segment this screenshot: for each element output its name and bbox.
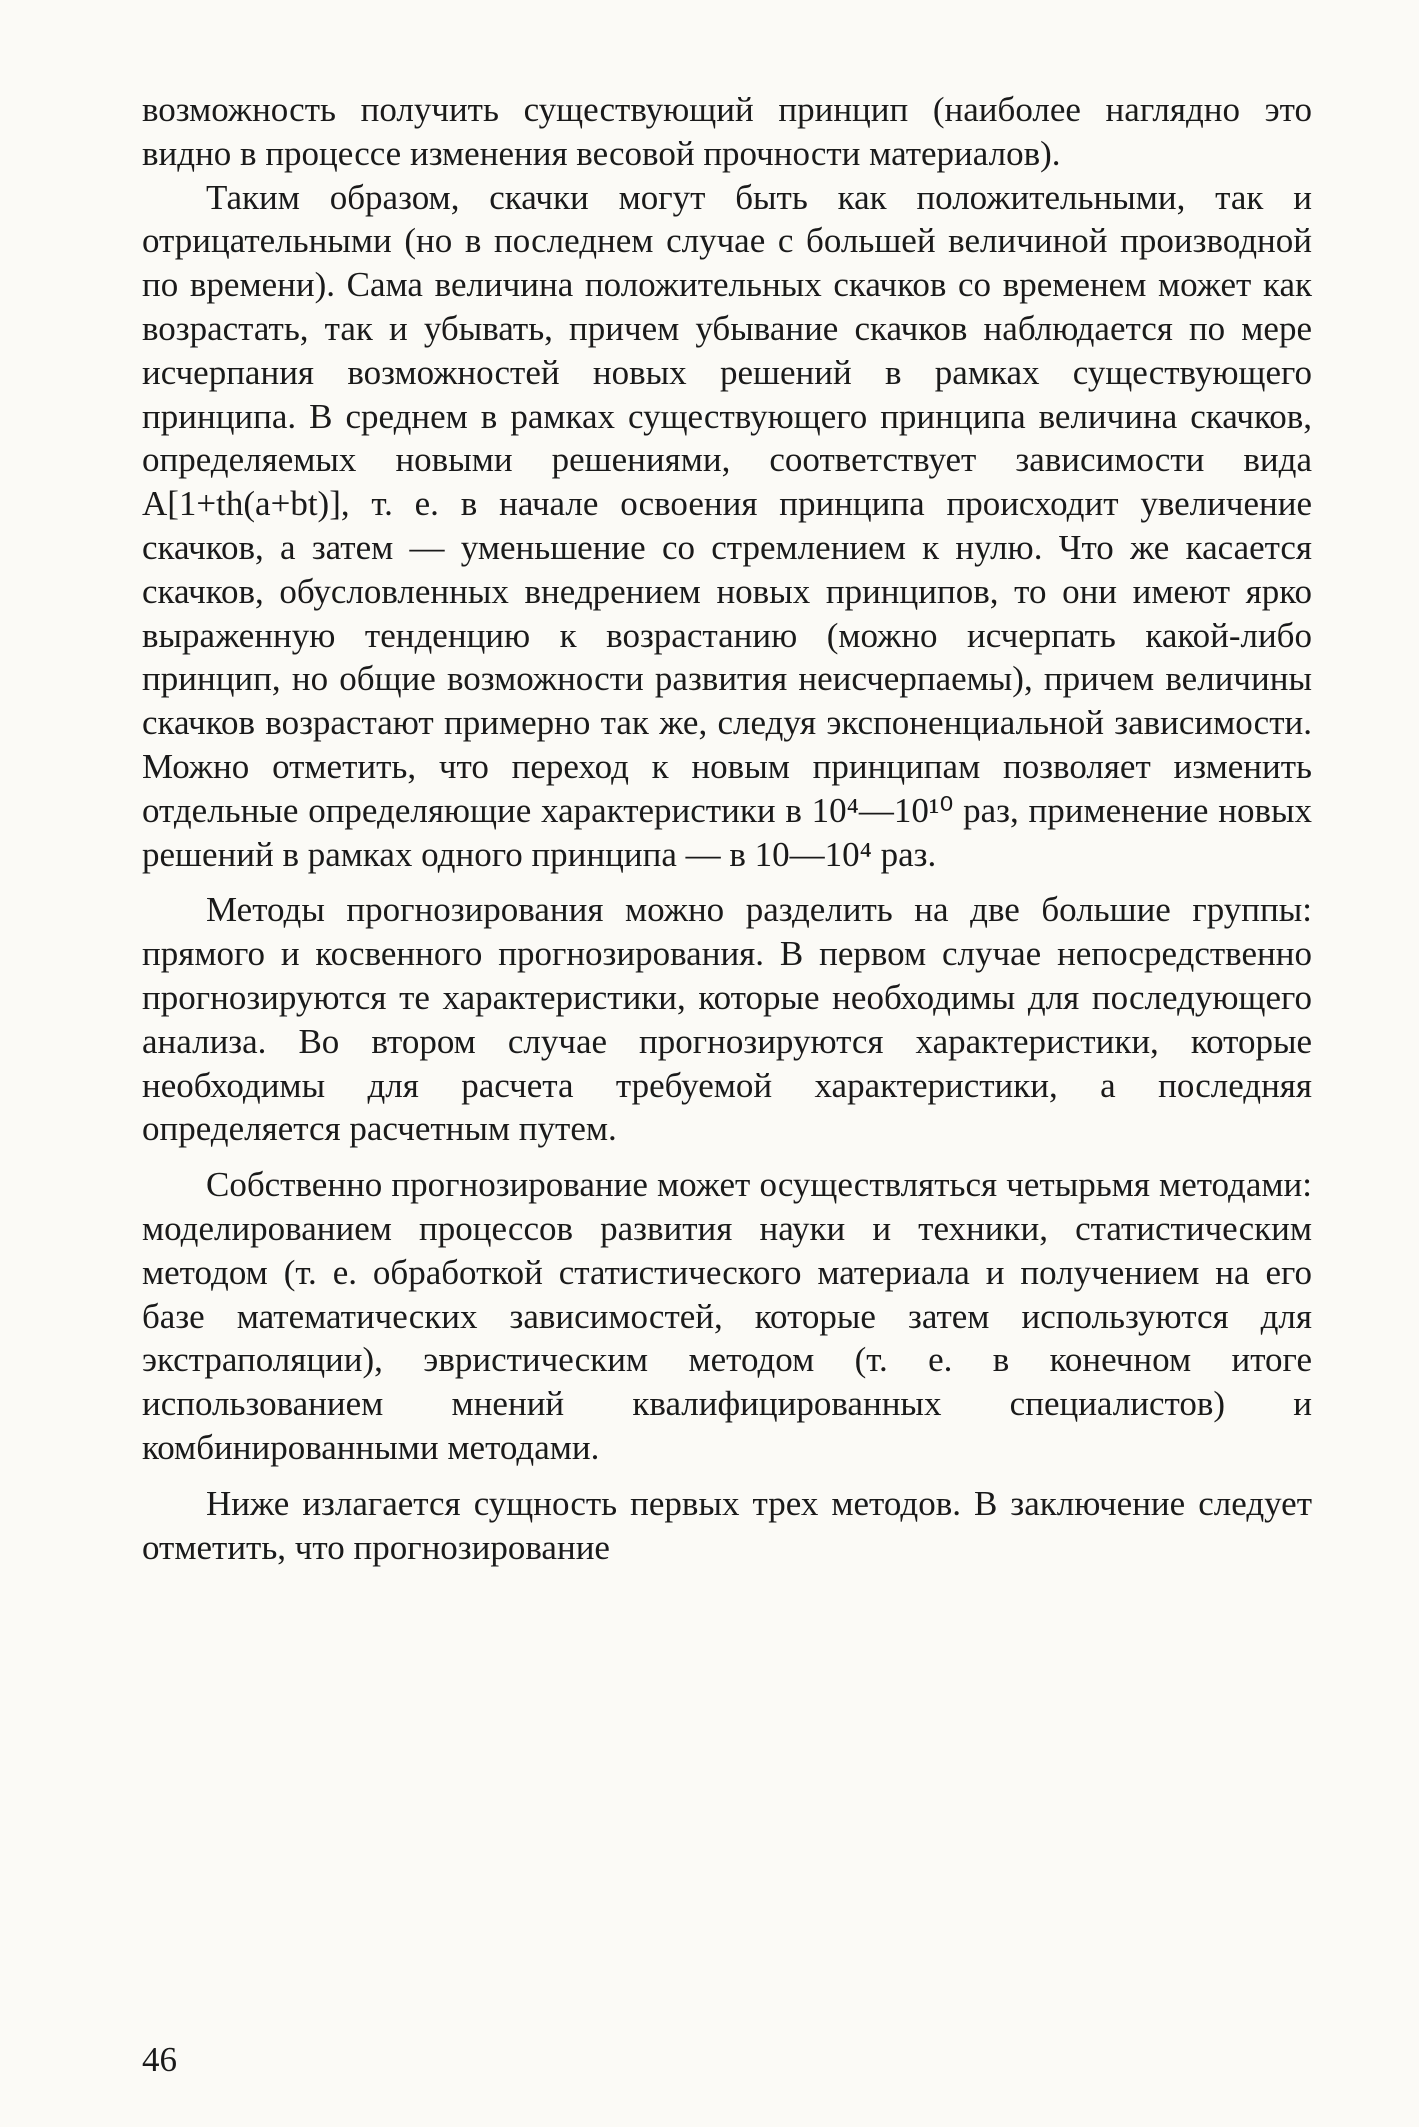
paragraph-conclusion: Ниже излагается сущность первых трех методов. В заключение следует отметить, что прогнозирование <box>142 1483 1312 1567</box>
paragraph-jumps: Таким образом, скачки могут быть как положительными, так и отрицательными (но в последнем случае с большей величиной производной по времени). Сама величина положительных скачков со временем может как возрастать, так и убывать, причем убывание скачков наблюдается по мере исчерпания возможностей новых решений в рамках существующего принципа. В среднем в рамках существующего принципа величина скачков, определяемых новыми решениями, соответствует зависимости вида A[1+th(a+bt)], т. е. в начале освоения принципа происходит увеличение скачков, а затем — уменьшение со стремлением к нулю. Что же касается скачков, обусловленных внедрением новых принципов, то они имеют ярко выраженную тенденцию к возрастанию (можно исчерпать какой-либо принцип, но общие возможности развития неисчерпаемы), причем величины скачков возрастают примерно так же, следуя экспоненциальной зависимости. Можно отметить, что переход к новым принципам позволяет изменить отдельные определяющие характеристики в 10⁴—10¹⁰ раз, применение новых решений в рамках одного принципа — в 10—10⁴ раз. <box>142 177 1312 874</box>
page-number: 46 <box>142 2040 177 2079</box>
page-body <box>142 88 1312 1569</box>
paragraph-forecast-methods: Методы прогнозирования можно разделить на две большие группы: прямого и косвенного прогнозирования. В первом случае непосредственно прогнозируются те характеристики, которые необходимы для последующего анализа. Во втором случае прогнозируются характеристики, которые необходимы для расчета требуемой характеристики, а последняя определяется расчетным путем. <box>142 890 1312 1149</box>
paragraph-continuation: возможность получить существующий принцип (наиболее наглядно это видно в процессе изменения весовой прочности материалов). <box>142 90 1312 173</box>
paragraph-four-methods: Собственно прогнозирование может осуществляться четырьмя методами: моделированием процессов развития науки и техники, статистическим методом (т. е. обработкой статистического материала и получением на его базе математических зависимостей, которые затем используются для экстраполяции), эвристическим методом (т. е. в конечном итоге использованием мнений квалифицированных специалистов) и комбинированными методами. <box>142 1165 1312 1467</box>
